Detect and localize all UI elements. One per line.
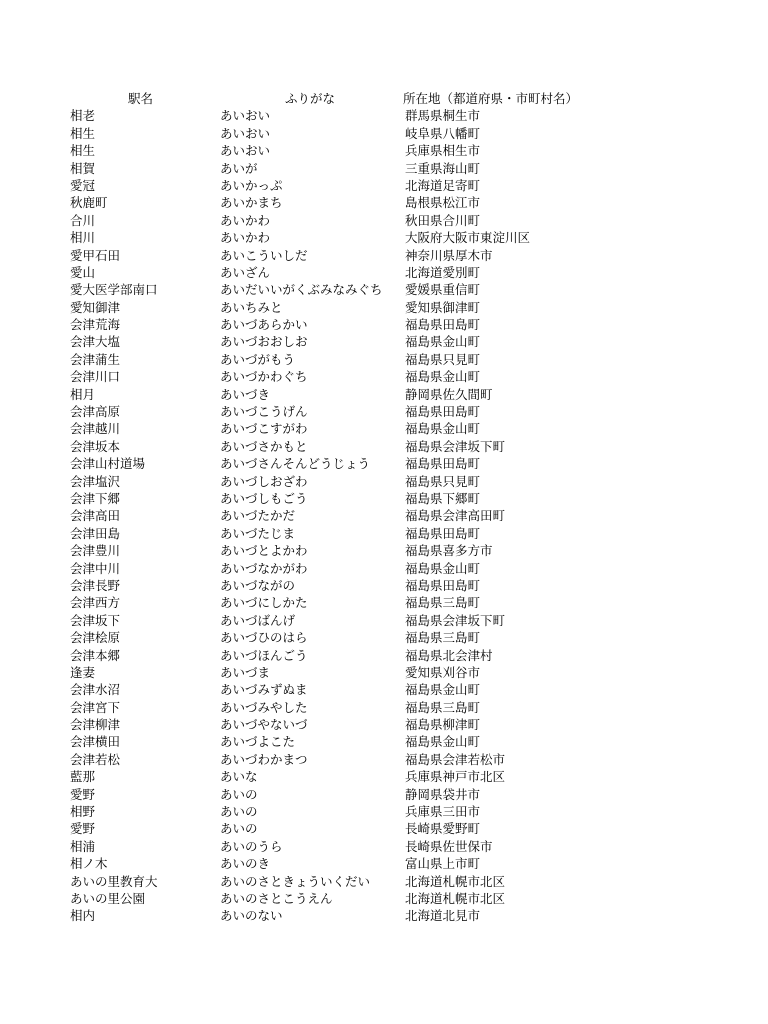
location-cell: 福島県会津若松市 (405, 751, 506, 767)
station-name-cell: 会津蒲生 (70, 351, 121, 367)
location-cell: 福島県北会津村 (405, 647, 493, 663)
location-cell: 福島県下郷町 (405, 490, 481, 506)
furigana-cell: あいおい (220, 125, 271, 141)
station-name-cell: あいの里教育大 (70, 873, 158, 889)
table-row (0, 316, 768, 333)
furigana-cell: あいのき (220, 856, 271, 872)
table-header (0, 90, 768, 107)
location-cell: 福島県田島町 (405, 404, 481, 420)
location-cell: 北海道北見市 (405, 908, 481, 924)
location-cell: 福島県三島町 (405, 630, 481, 646)
table-row (0, 212, 768, 229)
furigana-cell: あいおい (220, 143, 271, 159)
station-name-cell: 会津本郷 (70, 647, 121, 663)
table-row (0, 733, 768, 750)
furigana-cell: あいの (220, 804, 258, 820)
station-name-cell: 会津坂下 (70, 612, 121, 628)
table-body (0, 107, 768, 924)
table-row (0, 786, 768, 803)
furigana-cell: あいのうら (220, 838, 283, 854)
table-row (0, 525, 768, 542)
station-name-cell: 愛冠 (70, 177, 96, 193)
station-name-cell: 相野 (70, 804, 96, 820)
station-name-cell: 相賀 (70, 160, 96, 176)
location-cell: 福島県金山町 (405, 369, 481, 385)
table-row (0, 890, 768, 907)
location-cell: 大阪府大阪市東淀川区 (405, 230, 531, 246)
table-row (0, 194, 768, 211)
furigana-cell: あいかわ (220, 212, 271, 228)
station-name-cell: 相生 (70, 125, 96, 141)
location-cell: 福島県只見町 (405, 473, 481, 489)
station-name-cell: 会津水沼 (70, 682, 121, 698)
table-row (0, 820, 768, 837)
table-row (0, 142, 768, 159)
station-name-cell: 会津川口 (70, 369, 121, 385)
location-cell: 福島県三島町 (405, 699, 481, 715)
furigana-cell: あいかっぷ (220, 177, 283, 193)
location-cell: 富山県上市町 (405, 856, 481, 872)
station-table (0, 90, 768, 925)
location-cell: 兵庫県神戸市北区 (405, 769, 506, 785)
location-cell: 兵庫県三田市 (405, 804, 481, 820)
table-row (0, 420, 768, 437)
station-name-cell: 相生 (70, 143, 96, 159)
station-name-cell: 会津大塩 (70, 334, 121, 350)
station-name-cell: 合川 (70, 212, 96, 228)
furigana-cell: あいづほんごう (220, 647, 308, 663)
table-row (0, 333, 768, 350)
table-row (0, 299, 768, 316)
table-row (0, 438, 768, 455)
station-name-cell: 会津坂本 (70, 438, 121, 454)
furigana-cell: あいづき (220, 386, 271, 402)
table-row (0, 838, 768, 855)
location-cell: 長崎県愛野町 (405, 821, 481, 837)
header-furigana: ふりがな (285, 91, 336, 106)
location-cell: 静岡県佐久間町 (405, 386, 493, 402)
location-cell: 福島県金山町 (405, 734, 481, 750)
furigana-cell: あいづながの (220, 577, 296, 593)
table-row (0, 907, 768, 924)
table-row (0, 594, 768, 611)
furigana-cell: あいかまち (220, 195, 283, 211)
table-row (0, 664, 768, 681)
table-row (0, 125, 768, 142)
furigana-cell: あいこういしだ (220, 247, 308, 263)
table-row (0, 490, 768, 507)
header-station-name: 駅名 (128, 91, 154, 106)
furigana-cell: あいづにしかた (220, 595, 308, 611)
location-cell: 愛知県刈谷市 (405, 664, 481, 680)
table-row (0, 681, 768, 698)
station-name-cell: 愛知御津 (70, 299, 121, 315)
station-name-cell: 愛大医学部南口 (70, 282, 158, 298)
station-name-cell: 会津長野 (70, 577, 121, 593)
location-cell: 福島県只見町 (405, 351, 481, 367)
location-cell: 長崎県佐世保市 (405, 838, 493, 854)
location-cell: 福島県金山町 (405, 560, 481, 576)
furigana-cell: あいづしもごう (220, 490, 308, 506)
station-name-cell: 愛野 (70, 821, 96, 837)
station-name-cell: 愛甲石田 (70, 247, 121, 263)
furigana-cell: あいづとよかわ (220, 543, 308, 559)
furigana-cell: あいづおおしお (220, 334, 308, 350)
station-name-cell: 藍那 (70, 769, 96, 785)
location-cell: 福島県柳津町 (405, 717, 481, 733)
table-row (0, 647, 768, 664)
furigana-cell: あいづたかだ (220, 508, 296, 524)
station-name-cell: 会津高田 (70, 508, 121, 524)
table-row (0, 699, 768, 716)
table-row (0, 107, 768, 124)
table-row (0, 264, 768, 281)
station-name-cell: あいの里公園 (70, 890, 146, 906)
location-cell: 福島県金山町 (405, 421, 481, 437)
location-cell: 北海道札幌市北区 (405, 873, 506, 889)
table-row (0, 247, 768, 264)
location-cell: 兵庫県相生市 (405, 143, 481, 159)
location-cell: 福島県会津高田町 (405, 508, 506, 524)
furigana-cell: あいづたじま (220, 525, 296, 541)
furigana-cell: あいづみやした (220, 699, 308, 715)
station-name-cell: 会津荒海 (70, 317, 121, 333)
furigana-cell: あいづみずぬま (220, 682, 308, 698)
location-cell: 北海道愛別町 (405, 264, 481, 280)
station-name-cell: 相川 (70, 230, 96, 246)
table-row (0, 577, 768, 594)
furigana-cell: あいづこうげん (220, 404, 308, 420)
location-cell: 福島県金山町 (405, 682, 481, 698)
location-cell: 愛知県御津町 (405, 299, 481, 315)
location-cell: 福島県会津坂下町 (405, 438, 506, 454)
furigana-cell: あいのさとこうえん (220, 890, 333, 906)
location-cell: 島根県松江市 (405, 195, 481, 211)
location-cell: 北海道札幌市北区 (405, 890, 506, 906)
location-cell: 福島県喜多方市 (405, 543, 493, 559)
location-cell: 愛媛県重信町 (405, 282, 481, 298)
furigana-cell: あいの (220, 821, 258, 837)
station-name-cell: 会津山村道場 (70, 456, 146, 472)
location-cell: 福島県田島町 (405, 317, 481, 333)
furigana-cell: あいのない (220, 908, 283, 924)
station-name-cell: 会津下郷 (70, 490, 121, 506)
furigana-cell: あいづやないづ (220, 717, 308, 733)
table-row (0, 629, 768, 646)
location-cell: 群馬県桐生市 (405, 108, 481, 124)
station-name-cell: 会津西方 (70, 595, 121, 611)
furigana-cell: あいづさかもと (220, 438, 308, 454)
table-row (0, 716, 768, 733)
station-name-cell: 会津高原 (70, 404, 121, 420)
station-name-cell: 会津中川 (70, 560, 121, 576)
table-row (0, 160, 768, 177)
furigana-cell: あいづなかがわ (220, 560, 308, 576)
furigana-cell: あいづま (220, 664, 271, 680)
table-row (0, 855, 768, 872)
station-name-cell: 愛野 (70, 786, 96, 802)
furigana-cell: あいづしおざわ (220, 473, 308, 489)
station-name-cell: 会津越川 (70, 421, 121, 437)
table-row (0, 473, 768, 490)
station-name-cell: 相浦 (70, 838, 96, 854)
location-cell: 福島県三島町 (405, 595, 481, 611)
station-name-cell: 会津宮下 (70, 699, 121, 715)
station-name-cell: 会津桧原 (70, 630, 121, 646)
location-cell: 神奈川県厚木市 (405, 247, 493, 263)
station-name-cell: 相内 (70, 908, 96, 924)
station-name-cell: 会津柳津 (70, 717, 121, 733)
furigana-cell: あいな (220, 769, 258, 785)
furigana-cell: あいだいいがくぶみなみぐち (220, 282, 383, 298)
location-cell: 三重県海山町 (405, 160, 481, 176)
furigana-cell: あいのさときょういくだい (220, 873, 371, 889)
furigana-cell: あいづこすがわ (220, 421, 308, 437)
station-name-cell: 会津若松 (70, 751, 121, 767)
station-name-cell: 相老 (70, 108, 96, 124)
table-row (0, 403, 768, 420)
location-cell: 福島県田島町 (405, 525, 481, 541)
station-name-cell: 会津横田 (70, 734, 121, 750)
table-row (0, 177, 768, 194)
location-cell: 静岡県袋井市 (405, 786, 481, 802)
furigana-cell: あいが (220, 160, 258, 176)
header-location: 所在地（都道府県・市町村名） (403, 91, 579, 106)
furigana-cell: あいづあらかい (220, 317, 308, 333)
location-cell: 秋田県合川町 (405, 212, 481, 228)
furigana-cell: あいづひのはら (220, 630, 308, 646)
table-row (0, 386, 768, 403)
location-cell: 福島県金山町 (405, 334, 481, 350)
station-name-cell: 愛山 (70, 264, 96, 280)
station-name-cell: 逢妻 (70, 664, 96, 680)
table-row (0, 768, 768, 785)
station-name-cell: 会津田島 (70, 525, 121, 541)
table-row (0, 873, 768, 890)
location-cell: 岐阜県八幡町 (405, 125, 481, 141)
location-cell: 福島県会津坂下町 (405, 612, 506, 628)
furigana-cell: あいおい (220, 108, 271, 124)
table-row (0, 455, 768, 472)
station-name-cell: 相月 (70, 386, 96, 402)
furigana-cell: あいかわ (220, 230, 271, 246)
station-name-cell: 秋鹿町 (70, 195, 108, 211)
station-name-cell: 会津豊川 (70, 543, 121, 559)
table-row (0, 803, 768, 820)
furigana-cell: あいの (220, 786, 258, 802)
furigana-cell: あいづよこた (220, 734, 296, 750)
table-row (0, 542, 768, 559)
station-name-cell: 相ノ木 (70, 856, 108, 872)
table-row (0, 751, 768, 768)
table-row (0, 281, 768, 298)
table-row (0, 351, 768, 368)
table-row (0, 507, 768, 524)
table-row (0, 612, 768, 629)
table-row (0, 560, 768, 577)
furigana-cell: あいづばんげ (220, 612, 296, 628)
furigana-cell: あいづさんそんどうじょう (220, 456, 371, 472)
location-cell: 福島県田島町 (405, 456, 481, 472)
furigana-cell: あいづわかまつ (220, 751, 308, 767)
furigana-cell: あいづがもう (220, 351, 296, 367)
furigana-cell: あいづかわぐち (220, 369, 308, 385)
location-cell: 北海道足寄町 (405, 177, 481, 193)
station-name-cell: 会津塩沢 (70, 473, 121, 489)
furigana-cell: あいざん (220, 264, 271, 280)
table-row (0, 229, 768, 246)
table-row (0, 368, 768, 385)
furigana-cell: あいちみと (220, 299, 283, 315)
location-cell: 福島県田島町 (405, 577, 481, 593)
